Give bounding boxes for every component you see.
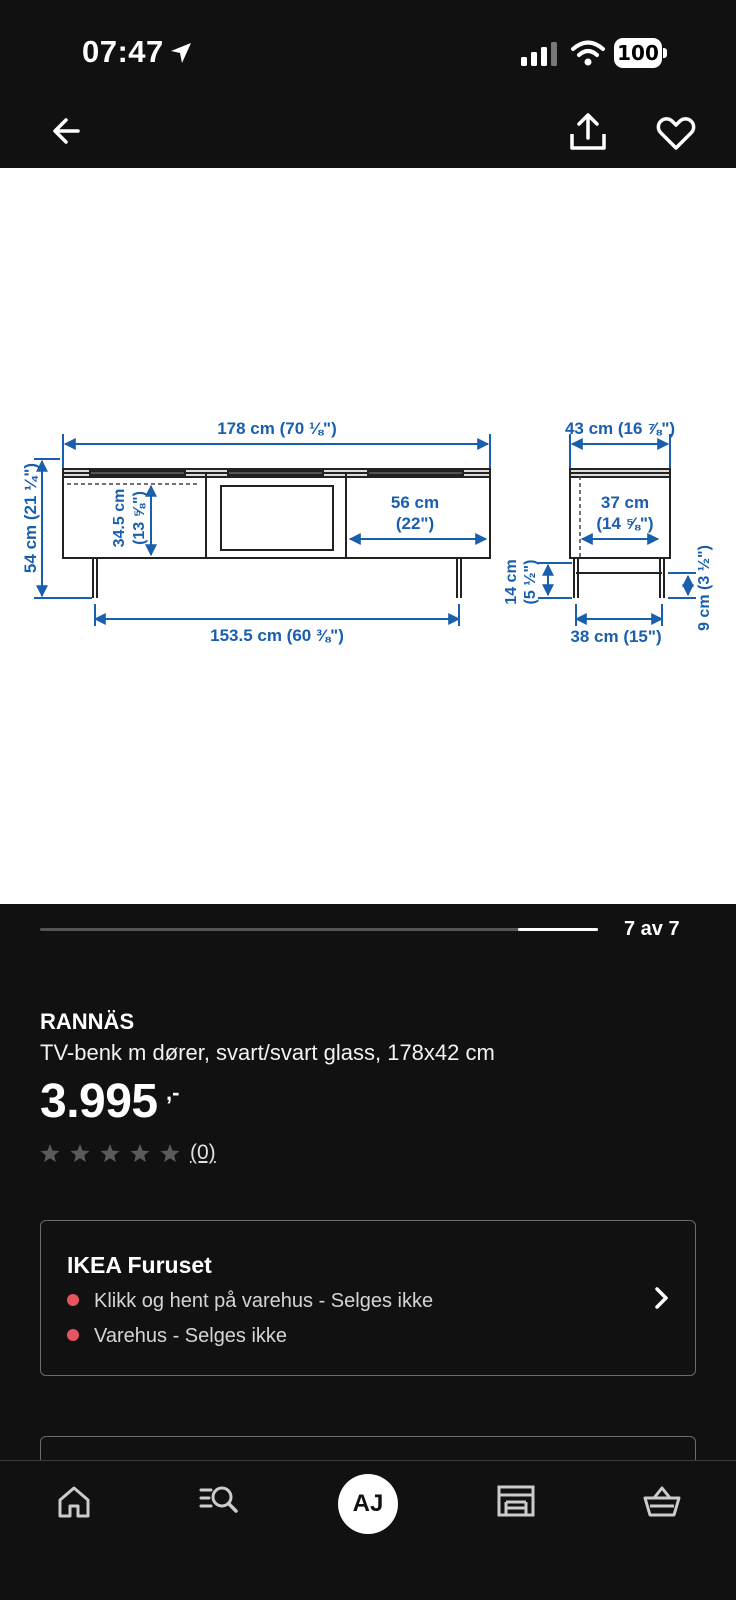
store-icon[interactable] [496,1482,536,1522]
availability-store: Varehus - Selges ikke [94,1325,288,1347]
dim-compartment-width-cm: 56 cm [390,493,440,512]
review-count-link[interactable]: (0) [190,1141,216,1164]
dim-inner-depth-cm: 37 cm [600,493,650,512]
chevron-right-icon[interactable] [650,1284,674,1312]
status-time: 07:47 [82,34,164,69]
dim-inner-height-cm: 34.5 cm [111,488,128,548]
star-icon [131,1144,150,1162]
basket-icon[interactable] [642,1482,682,1522]
dim-inner-height-in: (13 ⅝") [131,491,148,545]
price-suffix: ,- [166,1080,180,1105]
gallery-counter: 7 av 7 [624,918,680,940]
star-icon [161,1144,180,1162]
dim-leg-height-cm: 14 cm [503,559,520,605]
dim-compartment-width-in: (22") [395,514,435,533]
wifi-icon [571,40,605,66]
dim-depth: 43 cm (16 ⅞") [564,419,676,438]
availability-status-dot [67,1329,79,1341]
cellular-signal-icon [521,42,559,66]
share-icon[interactable] [564,108,612,156]
product-description: TV-benk m dører, svart/svart glass, 178x42 cm [40,1040,495,1065]
dim-overall-width: 178 cm (70 ⅛") [217,419,337,438]
star-icon [71,1144,90,1162]
home-icon[interactable] [54,1482,94,1522]
gallery-progress-fill [518,928,598,931]
dim-leg-depth-span: 38 cm (15") [570,627,662,646]
search-icon[interactable] [199,1480,239,1520]
store-name: IKEA Furuset [67,1252,212,1278]
product-image[interactable] [0,168,736,904]
product-name: RANNÄS [40,1009,135,1034]
avatar[interactable]: AJ [338,1474,398,1534]
gallery-progress [40,928,598,931]
product-price: 3.995 [40,1075,158,1128]
dim-leg-span: 153.5 cm (60 ⅜") [210,626,344,645]
dim-overall-height: 54 cm (21 ¼") [21,462,40,574]
dim-leg-height-in: (5 ½") [522,559,539,605]
dim-leg-clearance: 9 cm (3 ½") [696,545,713,631]
star-icon [41,1144,60,1162]
dim-inner-depth-in: (14 ⅝") [596,514,654,533]
location-arrow-icon [168,40,194,66]
rating-stars[interactable] [40,1141,180,1165]
star-icon [101,1144,120,1162]
heart-icon[interactable] [652,108,700,156]
dimension-drawing [0,168,736,904]
battery-icon [614,38,668,68]
back-arrow-icon[interactable] [44,108,90,154]
battery-level: 100 [614,38,662,68]
availability-click-collect: Klikk og hent på varehus - Selges ikke [94,1290,434,1312]
availability-status-dot [67,1294,79,1306]
